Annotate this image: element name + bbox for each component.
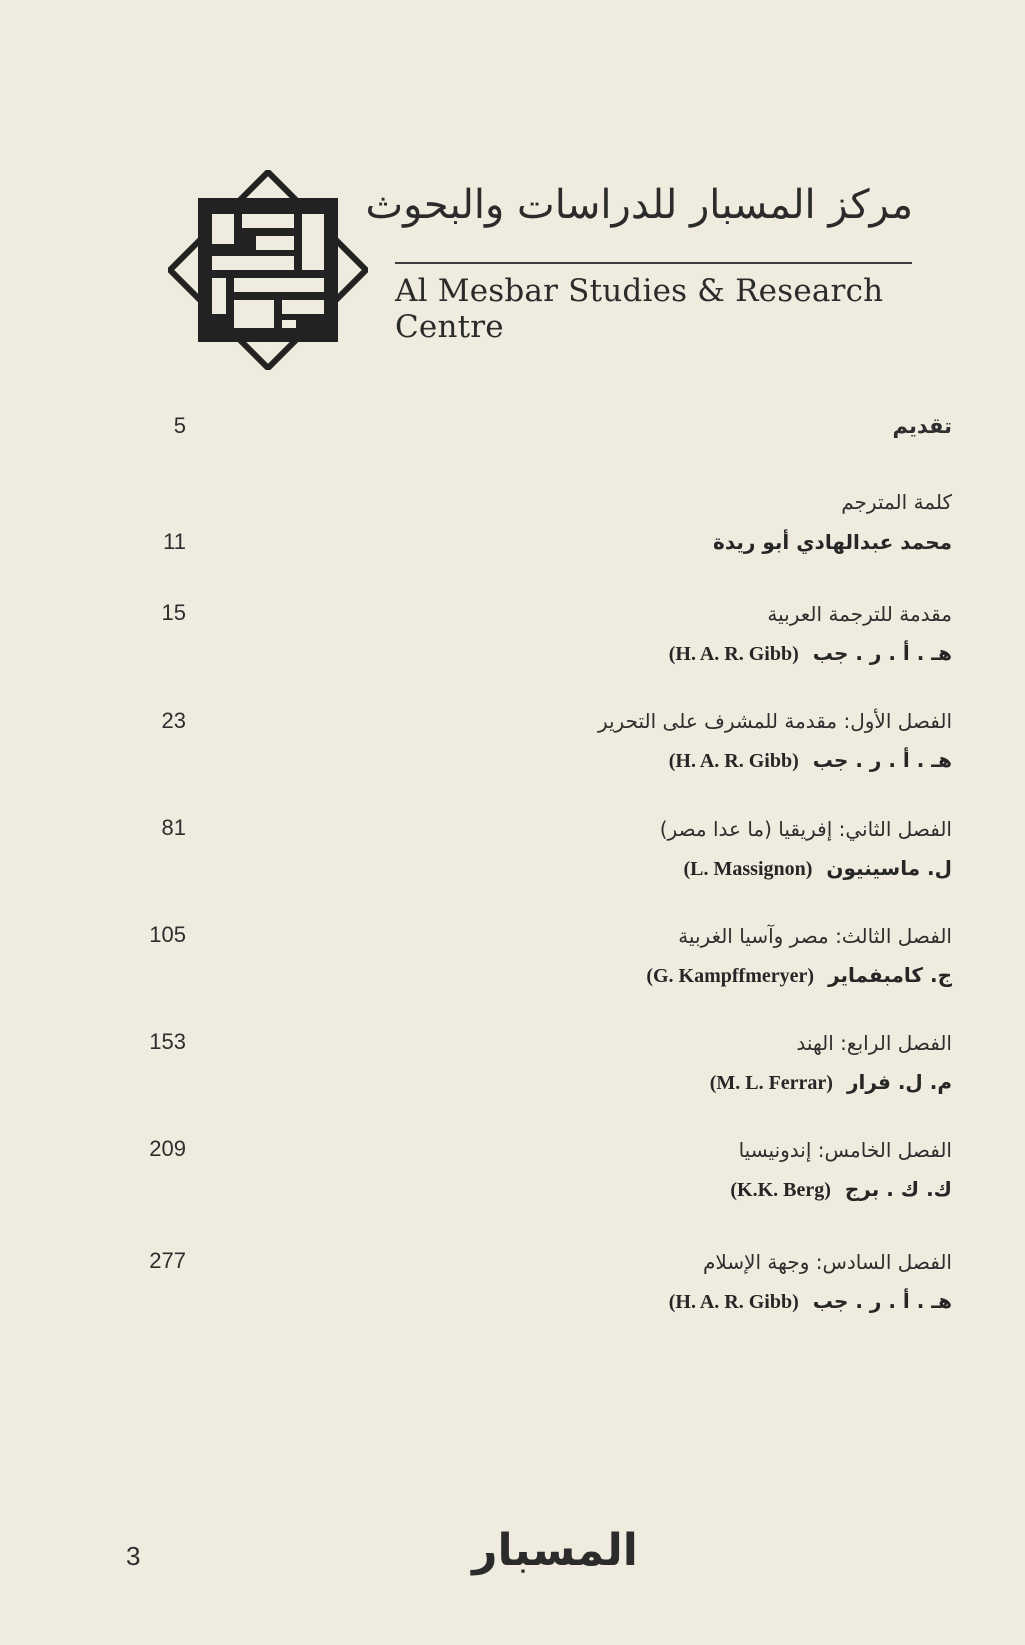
toc-entry-author: محمد عبدالهادي أبو ريدة (713, 530, 952, 554)
mesbar-logo-icon (168, 170, 368, 370)
toc-entry-author: هـ . أ . ر . جب(H. A. R. Gibb) (668, 1289, 952, 1313)
footer-brand-wordmark: المسبار (472, 1525, 638, 1576)
toc-entry-title: تقديم (892, 414, 952, 438)
toc-entry-title: مقدمة للترجمة العربية (767, 602, 952, 626)
toc-entry-author: هـ . أ . ر . جب(H. A. R. Gibb) (668, 748, 952, 772)
toc-entry-page-number: 15 (161, 600, 186, 625)
toc-entry-page-number: 5 (173, 413, 186, 438)
toc-entry-page-number: 277 (149, 1248, 186, 1273)
toc-entry-title: الفصل الثالث: مصر وآسيا الغربية (678, 924, 952, 948)
toc-entry-title: الفصل الثاني: إفريقيا (ما عدا مصر) (659, 817, 952, 841)
toc-entry-title: كلمة المترجم (841, 490, 952, 514)
toc-entry-author: م. ل. فرار(M. L. Ferrar) (709, 1070, 952, 1094)
toc-entry-author-latin: (H. A. R. Gibb) (668, 750, 799, 772)
toc-entry-page-number: 23 (161, 708, 186, 733)
toc-entry-page-number: 209 (149, 1136, 186, 1161)
toc-entry-author-latin: (M. L. Ferrar) (709, 1072, 833, 1094)
toc-entry-author: ج. كامبفماير(G. Kampffmeryer) (646, 963, 952, 987)
center-name-english: Al Mesbar Studies & Research Centre (395, 273, 884, 345)
toc-entry-title: الفصل الرابع: الهند (796, 1031, 952, 1055)
toc-entry-page-number: 153 (149, 1029, 186, 1054)
toc-entry-author-latin: (L. Massignon) (683, 858, 813, 880)
toc-entry-title: الفصل السادس: وجهة الإسلام (703, 1250, 952, 1274)
center-name-arabic: مركز المسبار للدراسات والبحوث (365, 182, 913, 228)
toc-entry-author-latin: (G. Kampffmeryer) (646, 965, 815, 987)
toc-entry-author-latin: (H. A. R. Gibb) (668, 1291, 799, 1313)
toc-entry-title: الفصل الخامس: إندونيسيا (738, 1138, 952, 1162)
toc-entry-author: ل. ماسينيون(L. Massignon) (683, 856, 952, 880)
header-divider (395, 262, 912, 264)
toc-entry-page-number: 105 (149, 922, 186, 947)
toc-entry-author: ك. ك . برج(K.K. Berg) (730, 1177, 952, 1201)
toc-entry-author-latin: (K.K. Berg) (730, 1179, 831, 1201)
toc-entry-page-number: 81 (161, 815, 186, 840)
footer-page-number: 3 (126, 1541, 141, 1571)
toc-entry-author: هـ . أ . ر . جب(H. A. R. Gibb) (668, 641, 952, 665)
toc-entry-author-latin: (H. A. R. Gibb) (668, 643, 799, 665)
toc-entry-title: الفصل الأول: مقدمة للمشرف على التحرير (597, 709, 952, 733)
toc-entry-page-number: 11 (163, 529, 186, 554)
